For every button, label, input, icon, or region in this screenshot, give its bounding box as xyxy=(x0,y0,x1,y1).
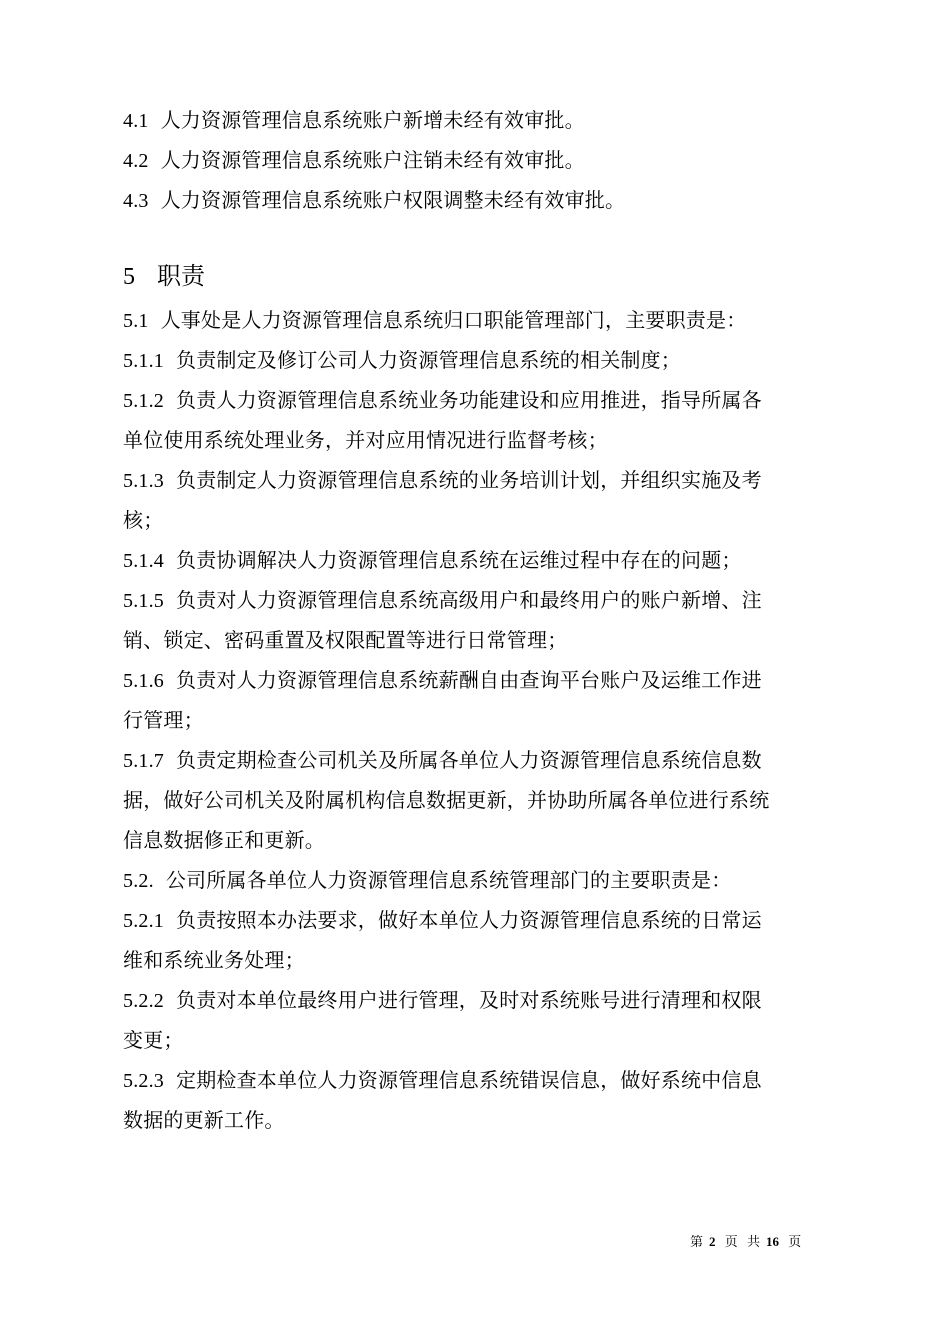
paragraph-line xyxy=(123,746,833,775)
clause-number: 5.2.1 xyxy=(123,910,164,932)
paragraph-line xyxy=(123,786,833,814)
list-item xyxy=(123,186,833,215)
item-number: 4.2 xyxy=(123,150,149,172)
item-text: 人力资源管理信息系统账户注销未经有效审批。 xyxy=(160,148,585,172)
item-text: 人力资源管理信息系统账户权限调整未经有效审批。 xyxy=(160,188,626,212)
paragraph-line xyxy=(123,866,833,895)
section-heading xyxy=(123,260,205,293)
paragraph-line xyxy=(123,1106,833,1134)
paragraph-line xyxy=(123,426,833,454)
clause-text: 维和系统业务处理； xyxy=(123,948,305,972)
clause-number: 5.1.4 xyxy=(123,550,164,572)
paragraph-line xyxy=(123,706,833,734)
item-number: 4.3 xyxy=(123,190,149,212)
clause-number: 5.2. xyxy=(123,870,154,892)
paragraph-line xyxy=(123,946,833,974)
paragraph-line xyxy=(123,346,833,375)
clause-number: 5.1.3 xyxy=(123,470,164,492)
paragraph-line xyxy=(123,306,833,335)
clause-text: 负责对人力资源管理信息系统薪酬自由查询平台账户及运维工作进 xyxy=(176,668,762,692)
paragraph-line xyxy=(123,506,833,534)
paragraph-line xyxy=(123,586,833,615)
paragraph-line xyxy=(123,666,833,695)
paragraph-line xyxy=(123,466,833,495)
clause-number: 5.1.2 xyxy=(123,390,164,412)
clause-text: 核； xyxy=(123,508,164,532)
section-title: 职责 xyxy=(157,262,205,290)
clause-text: 单位使用系统处理业务，并对应用情况进行监督考核； xyxy=(123,428,608,452)
clause-number: 5.1 xyxy=(123,310,149,332)
clause-text: 负责对人力资源管理信息系统高级用户和最终用户的账户新增、注 xyxy=(176,588,762,612)
clause-number: 5.1.5 xyxy=(123,590,164,612)
clause-text: 数据的更新工作。 xyxy=(123,1108,285,1132)
clause-text: 人事处是人力资源管理信息系统归口职能管理部门，主要职责是： xyxy=(160,308,747,332)
paragraph-line xyxy=(123,986,833,1015)
clause-text: 负责制定及修订公司人力资源管理信息系统的相关制度； xyxy=(176,348,681,372)
total-pages: 16 xyxy=(766,1234,780,1249)
clause-text: 负责按照本办法要求，做好本单位人力资源管理信息系统的日常运 xyxy=(176,908,762,932)
clause-text: 据，做好公司机关及附属机构信息数据更新，并协助所属各单位进行系统 xyxy=(123,788,770,812)
clause-number: 5.1.1 xyxy=(123,350,164,372)
clause-text: 公司所属各单位人力资源管理信息系统管理部门的主要职责是： xyxy=(165,868,732,892)
clause-number: 5.1.7 xyxy=(123,750,164,772)
paragraph-line xyxy=(123,826,833,854)
footer-suffix: 页 xyxy=(788,1234,802,1249)
footer-prefix: 第 xyxy=(690,1234,704,1249)
paragraph-line xyxy=(123,1026,833,1054)
paragraph-line xyxy=(123,386,833,415)
clause-text: 变更； xyxy=(123,1028,184,1052)
clause-text: 负责人力资源管理信息系统业务功能建设和应用推进，指导所属各 xyxy=(176,388,762,412)
clause-number: 5.2.3 xyxy=(123,1070,164,1092)
clause-text: 定期检查本单位人力资源管理信息系统错误信息，做好系统中信息 xyxy=(176,1068,762,1092)
paragraph-line xyxy=(123,546,833,575)
current-page: 2 xyxy=(709,1234,716,1249)
footer-middle: 页 共 xyxy=(724,1234,761,1249)
clause-text: 负责协调解决人力资源管理信息系统在运维过程中存在的问题； xyxy=(176,548,742,572)
clause-text: 信息数据修正和更新。 xyxy=(123,828,325,852)
section-number: 5 xyxy=(123,264,135,290)
clause-text: 负责对本单位最终用户进行管理，及时对系统账号进行清理和权限 xyxy=(176,988,762,1012)
list-item xyxy=(123,146,833,175)
item-text: 人力资源管理信息系统账户新增未经有效审批。 xyxy=(160,108,585,132)
list-item xyxy=(123,106,833,135)
clause-text: 行管理； xyxy=(123,708,204,732)
clause-number: 5.2.2 xyxy=(123,990,164,1012)
clause-text: 负责定期检查公司机关及所属各单位人力资源管理信息系统信息数 xyxy=(176,748,762,772)
paragraph-line xyxy=(123,626,833,654)
clause-text: 销、锁定、密码重置及权限配置等进行日常管理； xyxy=(123,628,568,652)
paragraph-line xyxy=(123,1066,833,1095)
item-number: 4.1 xyxy=(123,110,149,132)
page-number-footer xyxy=(690,1234,807,1250)
clause-number: 5.1.6 xyxy=(123,670,164,692)
clause-text: 负责制定人力资源管理信息系统的业务培训计划，并组织实施及考 xyxy=(176,468,762,492)
paragraph-line xyxy=(123,906,833,935)
